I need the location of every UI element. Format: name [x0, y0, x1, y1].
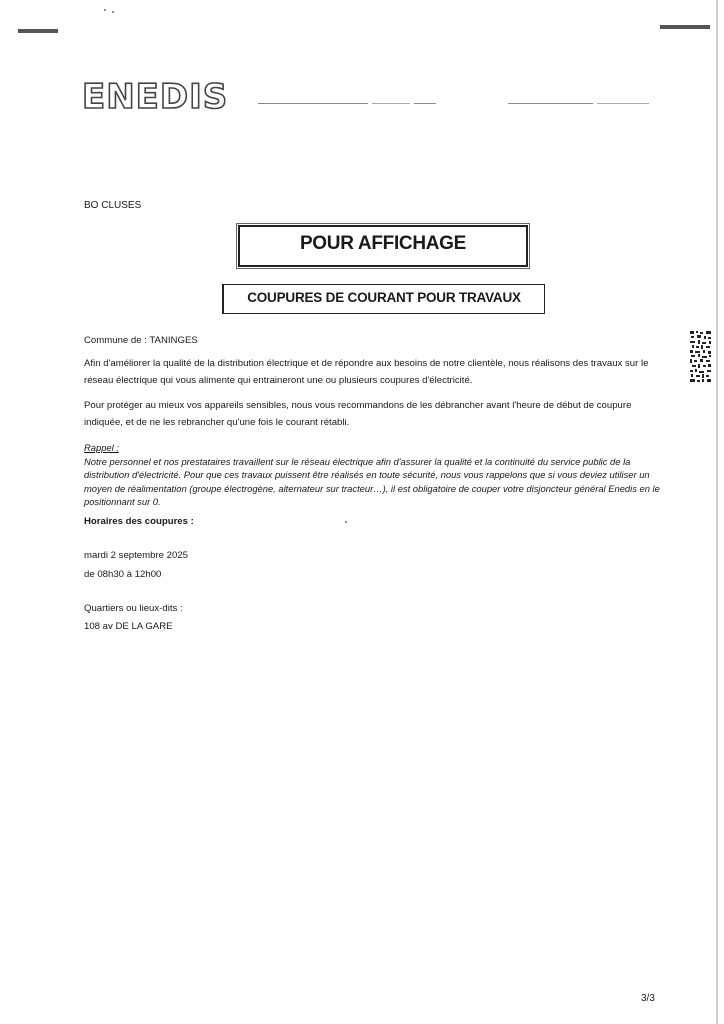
sub-title: COUPURES DE COURANT POUR TRAVAUX: [247, 290, 521, 305]
header-rule: [414, 103, 436, 104]
page-number: 3/3: [641, 993, 655, 1004]
header-rule: [508, 103, 593, 104]
header-rule: [372, 103, 410, 104]
rappel-label: Rappel :: [84, 442, 119, 453]
outage-time: de 08h30 à 12h00: [84, 569, 162, 580]
scan-mark: [660, 25, 710, 29]
scan-speck: [112, 11, 114, 13]
scan-mark: [18, 29, 58, 33]
rappel-block: [84, 441, 664, 509]
scan-speck: [104, 9, 106, 11]
header-rule: [597, 103, 649, 104]
location-title: Quartiers ou lieux-dits :: [84, 603, 183, 614]
intro-paragraph: Afin d'améliorer la qualité de la distribution électrique et de répondre aux besoins de notre clientèle, nous réalisons des travaux sur le réseau électrique qui vous alimente qui entraineront une ou plusieurs coupures d'électricité.: [84, 358, 649, 386]
sender-office: BO CLUSES: [84, 200, 142, 211]
page-edge: [716, 0, 718, 1024]
qr-code-icon: [689, 330, 713, 384]
pour-affichage-box: [238, 225, 528, 267]
schedule-title: Horaires des coupures :: [84, 516, 194, 527]
header-rule: [258, 103, 368, 104]
enedis-logo: ENEDIS: [82, 77, 229, 117]
commune-line: Commune de : TANINGES: [84, 335, 198, 346]
main-title: POUR AFFICHAGE: [299, 233, 467, 254]
scan-speck: [345, 521, 347, 523]
advice-paragraph: Pour protéger au mieux vos appareils sensibles, nous vous recommandons de les débrancher avant l'heure de début de coupure indiquée, et de ne les rebrancher qu'une fois le courant rétabli.: [84, 400, 632, 428]
outage-address: 108 av DE LA GARE: [84, 621, 173, 632]
rappel-text: Notre personnel et nos prestataires travaillent sur le réseau électrique afin d'assurer la qualité et la continuité du service public de la distribution d'électricité. Pour que ces travaux puissent être réalisés en toute sécurité, nous vous rappelons que si vous deviez utiliser un moyen de réalimentation (groupe électrogène, alternateur sur tracteur…), il est obligatoire de couper votre disjoncteur général Enedis en le positionnant sur 0.: [84, 455, 660, 507]
outage-date: mardi 2 septembre 2025: [84, 550, 188, 561]
subject-box: [222, 284, 545, 314]
